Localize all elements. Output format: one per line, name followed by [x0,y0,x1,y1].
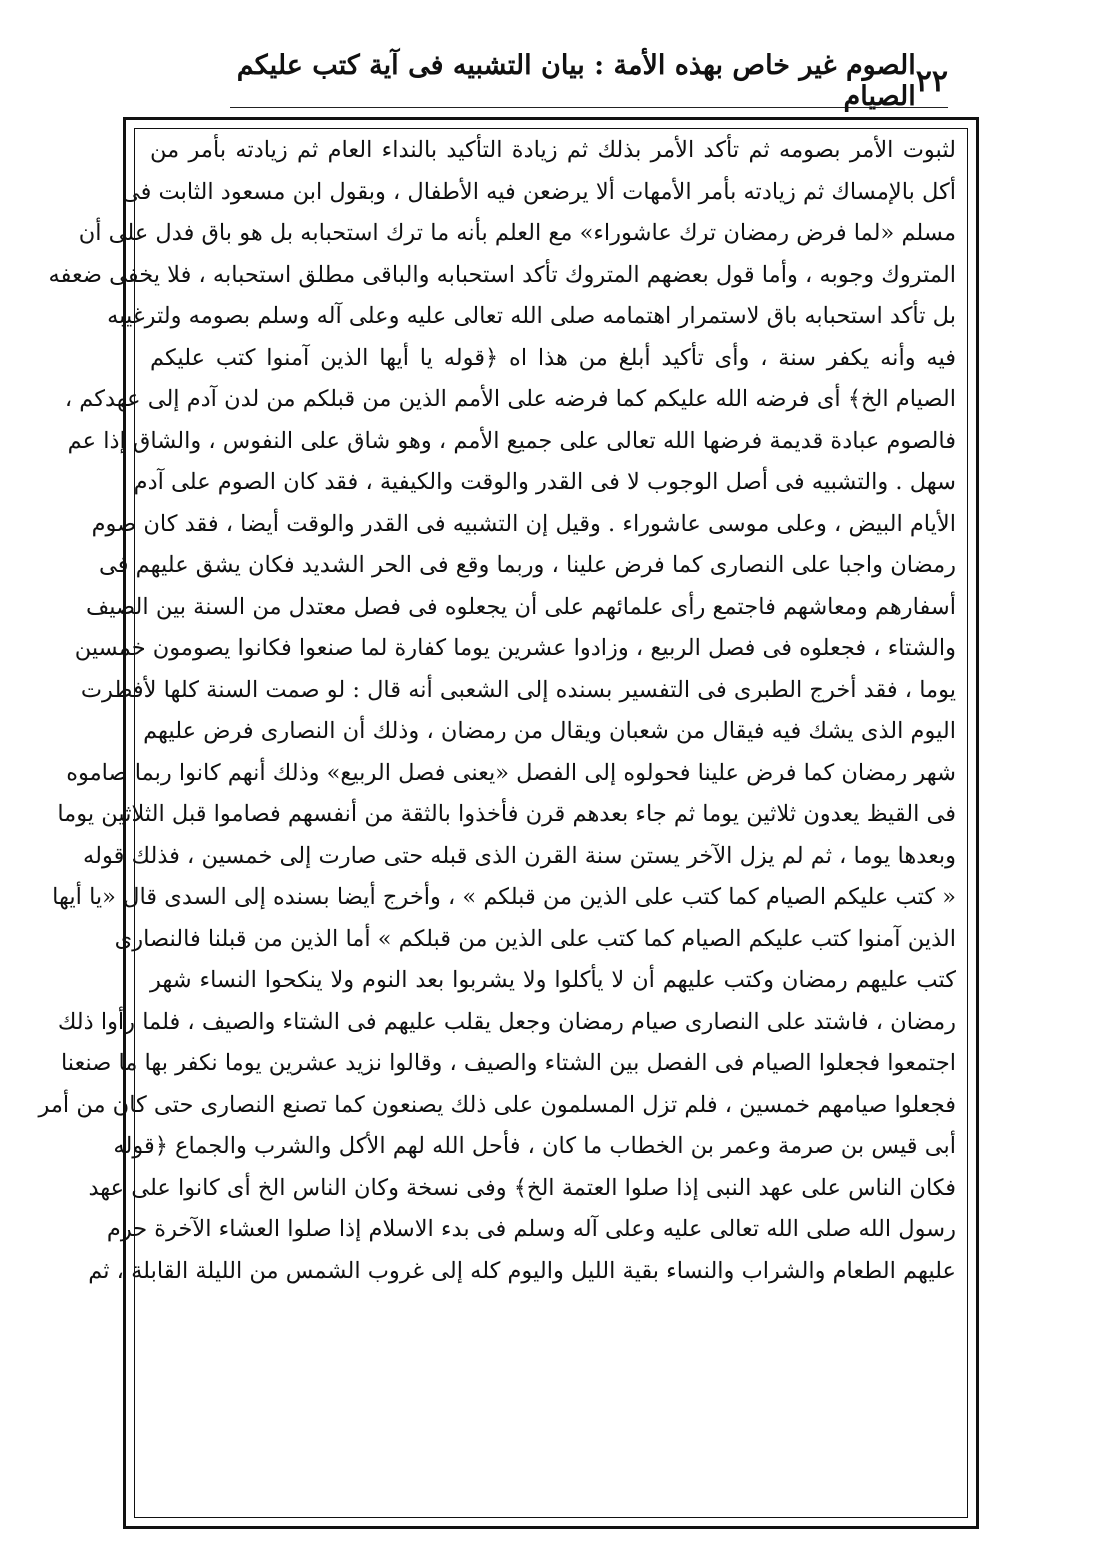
text-line [150,1334,956,1376]
text-line: الأيام البيض ، وعلى موسى عاشوراء . وقيل إن التشبيه فى القدر والوقت أيضا ، فقد كان صوم [91,510,956,537]
page-header [230,50,948,112]
text-line: فكان الناس على عهد النبى إذا صلوا العتمة الخ﴾ وفى نسخة وكان الناس الخ أى كانوا على عهد [88,1174,956,1201]
text-line: الذين آمنوا كتب عليكم الصيام كما كتب على الذين من قبلكم » أما الذين من قبلنا فالنصارى [114,925,956,952]
text-line: رمضان ، فاشتد على النصارى صيام رمضان وجعل يقلب عليهم فى الشتاء والصيف ، فلما رأوا ذلك [57,1008,956,1035]
text-line: شهر رمضان كما فرض علينا فحولوه إلى الفصل «يعنى فصل الربيع» وذلك أنهم كانوا ربما صاموه [66,759,956,786]
running-title: الصوم غير خاص بهذه الأمة : بيان التشبيه فى آية كتب عليكم الصيام [236,50,916,112]
text-line: والشتاء ، فجعلوه فى فصل الربيع ، وزادوا عشرين يوما كفارة لما صنعوا فكانوا يصومون خمسين [74,635,956,661]
text-line: فيه وأنه يكفر سنة ، وأى تأكيد أبلغ من هذا اه ﴿قوله يا أيها الذين آمنوا كتب عليكم [150,344,956,371]
text-line [150,1417,956,1459]
text-line: وبعدها يوما ، ثم لم يزل الآخر يستن سنة القرن الذى قبله حتى صارت إلى خمسين ، فذلك قوله [83,842,956,869]
text-line: أسفارهم ومعاشهم فاجتمع رأى علمائهم على أن يجعلوه فى فصل معتدل من السنة بين الصيف [85,593,956,620]
text-line: رمضان واجبا على النصارى كما فرض علينا ، وربما وقع فى الحر الشديد فكان يشق عليهم فى [98,552,956,578]
text-line: اجتمعوا فجعلوا الصيام فى الفصل بين الشتاء والصيف ، وقالوا نزيد عشرين يوما نكفر بها ما صنعنا [60,1050,956,1076]
text-line: رسول الله صلى الله تعالى عليه وعلى آله وسلم فى بدء الاسلام إذا صلوا العشاء الآخرة حرم [106,1216,956,1242]
text-line: بل تأكد استحبابه باق لاستمرار اهتمامه صلى الله تعالى عليه وعلى آله وسلم بصومه ولترغيبه [107,303,956,329]
text-line [150,1458,956,1500]
text-line [150,1292,956,1334]
text-line: المتروك وجوبه ، وأما قول بعضهم المتروك تأكد استحبابه والباقى مطلق استحبابه ، فلا يخفى ضعفه [48,261,956,288]
text-line: فى القيظ يعدون ثلاثين يوما ثم جاء بعدهم قرن فأخذوا بالثقة من أنفسهم فصاموا قبل الثلاثين يوما [57,801,956,827]
text-line: لثبوت الأمر بصومه ثم تأكد الأمر بذلك ثم زيادة التأكيد بالنداء العام ثم زيادته بأمر من [150,137,956,163]
text-line: أكل بالإمساك ثم زيادته بأمر الأمهات ألا يرضعن فيه الأطفال ، وبقول ابن مسعود الثابت فى [121,178,956,205]
text-line: عليهم الطعام والشراب والنساء بقية الليل واليوم كله إلى غروب الشمس من الليلة القابلة ، ثم [88,1257,956,1284]
text-line: أبى قيس بن صرمة وعمر بن الخطاب ما كان ، فأحل الله لهم الأكل والشرب والجماع ﴿قوله [113,1133,956,1159]
text-line [150,1500,956,1542]
body-text [38,130,956,1541]
text-line: سهل . والتشبيه فى أصل الوجوب لا فى القدر والوقت والكيفية ، فقد كان الصوم على آدم [133,469,956,495]
text-line: يوما ، فقد أخرج الطبرى فى التفسير بسنده إلى الشعبى أنه قال : لو صمت السنة كلها لأفطرت [80,676,956,703]
text-line: كتب عليهم رمضان وكتب عليهم أن لا يأكلوا ولا يشربوا بعد النوم ولا ينكحوا النساء شهر [150,967,956,993]
page-number: ٢٢ [915,63,948,99]
text-line: « كتب عليكم الصيام كما كتب على الذين من قبلكم » ، وأخرج أيضا بسنده إلى السدى قال «يا أيها [52,884,956,910]
text-line: اليوم الذى يشك فيه فيقال من شعبان ويقال من رمضان ، وذلك أن النصارى فرض عليهم [143,718,956,744]
text-line: الصيام الخ﴾ أى فرضه الله عليكم كما فرضه على الأمم الذين من قبلكم من لدن آدم إلى عهدكم ، [64,386,956,412]
text-line: فجعلوا صيامهم خمسين ، فلم تزل المسلمون على ذلك يصنعون كما تصنع النصارى حتى كان من أمر [38,1091,956,1118]
text-line [150,1375,956,1417]
text-line: مسلم «لما فرض رمضان ترك عاشوراء» مع العلم بأنه ما ترك استحبابه بل هو باق فدل على أن [78,220,956,246]
text-line: فالصوم عبادة قديمة فرضها الله تعالى على جميع الأمم ، وهو شاق على النفوس ، والشاق إذا عم [67,427,956,454]
